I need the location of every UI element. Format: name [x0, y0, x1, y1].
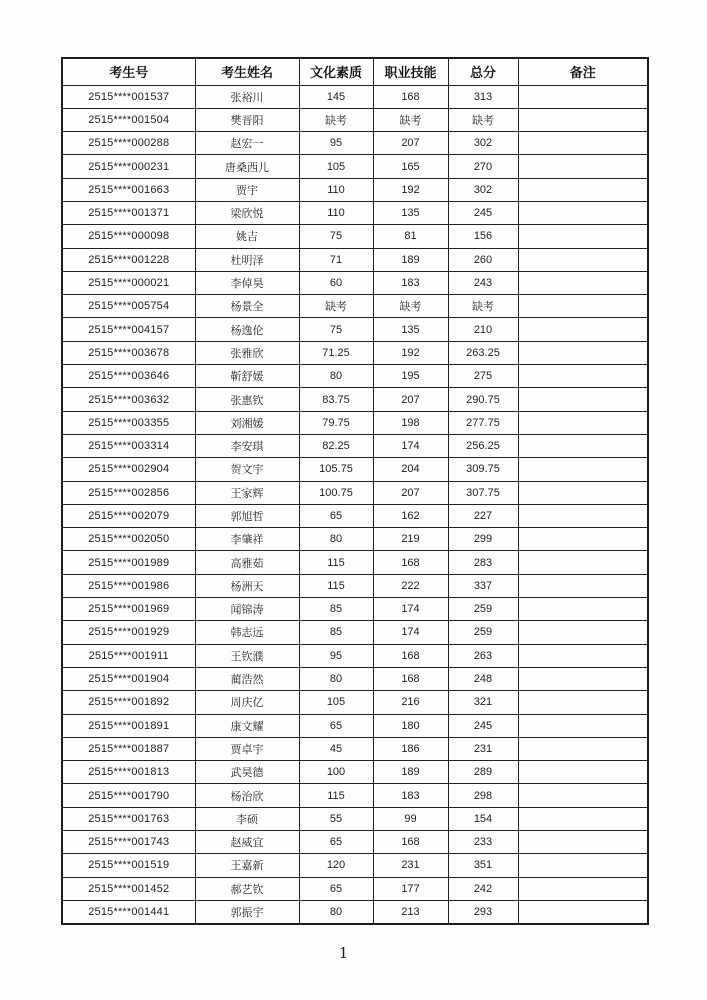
culture-score-cell: 缺考 — [299, 108, 373, 131]
total-score-cell: 299 — [448, 528, 518, 551]
total-score-cell: 290.75 — [448, 388, 518, 411]
candidate-name-cell: 郭旭哲 — [195, 504, 299, 527]
remark-cell — [518, 667, 648, 690]
remark-cell — [518, 434, 648, 457]
total-score-cell: 210 — [448, 318, 518, 341]
total-score-cell: 156 — [448, 225, 518, 248]
total-score-cell: 245 — [448, 714, 518, 737]
table-row — [62, 295, 648, 318]
candidate-name-cell: 韩志远 — [195, 621, 299, 644]
skill-score-cell: 207 — [373, 388, 448, 411]
table-row — [62, 807, 648, 830]
remark-cell — [518, 271, 648, 294]
table-row — [62, 691, 648, 714]
culture-score-cell: 65 — [299, 877, 373, 900]
table-row — [62, 714, 648, 737]
remark-cell — [518, 178, 648, 201]
candidate-id-cell: 2515****001904 — [62, 667, 195, 690]
candidate-name-cell: 周庆亿 — [195, 691, 299, 714]
candidate-name-cell: 张裕川 — [195, 85, 299, 108]
remark-cell — [518, 155, 648, 178]
candidate-id-cell: 2515****001989 — [62, 551, 195, 574]
total-score-cell: 243 — [448, 271, 518, 294]
candidate-id-cell: 2515****003314 — [62, 434, 195, 457]
table-row — [62, 365, 648, 388]
candidate-id-cell: 2515****002856 — [62, 481, 195, 504]
candidate-name-cell: 李肇祥 — [195, 528, 299, 551]
candidate-id-cell: 2515****001911 — [62, 644, 195, 667]
candidate-name-cell: 杨洲天 — [195, 574, 299, 597]
remark-cell — [518, 225, 648, 248]
skill-score-cell: 168 — [373, 85, 448, 108]
total-score-cell: 259 — [448, 598, 518, 621]
remark-cell — [518, 807, 648, 830]
skill-score-cell: 216 — [373, 691, 448, 714]
table-row — [62, 528, 648, 551]
table-row — [62, 551, 648, 574]
table-row — [62, 248, 648, 271]
remark-cell — [518, 900, 648, 923]
candidate-name-cell: 王嘉新 — [195, 854, 299, 877]
skill-score-cell: 189 — [373, 248, 448, 271]
remark-cell — [518, 341, 648, 364]
col-header-candidate-name: 考生姓名 — [195, 58, 299, 85]
candidate-id-cell: 2515****000098 — [62, 225, 195, 248]
culture-score-cell: 65 — [299, 714, 373, 737]
col-header-remarks: 备注 — [518, 58, 648, 85]
culture-score-cell: 110 — [299, 178, 373, 201]
total-score-cell: 275 — [448, 365, 518, 388]
remark-cell — [518, 295, 648, 318]
candidate-name-cell: 杨逸伦 — [195, 318, 299, 341]
total-score-cell: 248 — [448, 667, 518, 690]
candidate-id-cell: 2515****001537 — [62, 85, 195, 108]
skill-score-cell: 165 — [373, 155, 448, 178]
total-score-cell: 263.25 — [448, 341, 518, 364]
table-row — [62, 341, 648, 364]
candidate-id-cell: 2515****001892 — [62, 691, 195, 714]
culture-score-cell: 83.75 — [299, 388, 373, 411]
remark-cell — [518, 574, 648, 597]
table-row — [62, 900, 648, 923]
candidate-name-cell: 李倬昊 — [195, 271, 299, 294]
table-row — [62, 271, 648, 294]
candidate-id-cell: 2515****005754 — [62, 295, 195, 318]
candidate-name-cell: 赵宏一 — [195, 132, 299, 155]
skill-score-cell: 186 — [373, 737, 448, 760]
total-score-cell: 245 — [448, 201, 518, 224]
candidate-name-cell: 靳舒媛 — [195, 365, 299, 388]
remark-cell — [518, 528, 648, 551]
candidate-id-cell: 2515****000288 — [62, 132, 195, 155]
table-row — [62, 318, 648, 341]
table-row — [62, 481, 648, 504]
candidate-name-cell: 王钦濮 — [195, 644, 299, 667]
candidate-name-cell: 张雅欣 — [195, 341, 299, 364]
candidate-name-cell: 杜明泽 — [195, 248, 299, 271]
skill-score-cell: 135 — [373, 318, 448, 341]
candidate-id-cell: 2515****001891 — [62, 714, 195, 737]
total-score-cell: 263 — [448, 644, 518, 667]
culture-score-cell: 105 — [299, 155, 373, 178]
culture-score-cell: 85 — [299, 621, 373, 644]
culture-score-cell: 105.75 — [299, 458, 373, 481]
culture-score-cell: 115 — [299, 784, 373, 807]
skill-score-cell: 168 — [373, 644, 448, 667]
culture-score-cell: 105 — [299, 691, 373, 714]
table-body — [62, 85, 648, 924]
candidate-name-cell: 杨景全 — [195, 295, 299, 318]
culture-score-cell: 60 — [299, 271, 373, 294]
table-row — [62, 434, 648, 457]
col-header-skill-score: 职业技能 — [373, 58, 448, 85]
skill-score-cell: 177 — [373, 877, 448, 900]
table-row — [62, 201, 648, 224]
culture-score-cell: 145 — [299, 85, 373, 108]
table-row — [62, 854, 648, 877]
culture-score-cell: 100.75 — [299, 481, 373, 504]
skill-score-cell: 缺考 — [373, 295, 448, 318]
remark-cell — [518, 318, 648, 341]
total-score-cell: 351 — [448, 854, 518, 877]
total-score-cell: 289 — [448, 761, 518, 784]
culture-score-cell: 80 — [299, 900, 373, 923]
culture-score-cell: 79.75 — [299, 411, 373, 434]
candidate-id-cell: 2515****004157 — [62, 318, 195, 341]
candidate-name-cell: 李安琪 — [195, 434, 299, 457]
total-score-cell: 277.75 — [448, 411, 518, 434]
skill-score-cell: 213 — [373, 900, 448, 923]
candidate-id-cell: 2515****000231 — [62, 155, 195, 178]
candidate-id-cell: 2515****001504 — [62, 108, 195, 131]
culture-score-cell: 95 — [299, 644, 373, 667]
candidate-name-cell: 贾卓宇 — [195, 737, 299, 760]
table-row — [62, 877, 648, 900]
skill-score-cell: 168 — [373, 551, 448, 574]
table-row — [62, 784, 648, 807]
total-score-cell: 321 — [448, 691, 518, 714]
remark-cell — [518, 737, 648, 760]
total-score-cell: 302 — [448, 132, 518, 155]
culture-score-cell: 115 — [299, 574, 373, 597]
table-row — [62, 132, 648, 155]
candidate-id-cell: 2515****002079 — [62, 504, 195, 527]
culture-score-cell: 55 — [299, 807, 373, 830]
candidate-name-cell: 王家辉 — [195, 481, 299, 504]
remark-cell — [518, 761, 648, 784]
skill-score-cell: 168 — [373, 831, 448, 854]
table-row — [62, 598, 648, 621]
remark-cell — [518, 132, 648, 155]
total-score-cell: 缺考 — [448, 108, 518, 131]
skill-score-cell: 207 — [373, 132, 448, 155]
total-score-cell: 270 — [448, 155, 518, 178]
total-score-cell: 313 — [448, 85, 518, 108]
candidate-id-cell: 2515****001519 — [62, 854, 195, 877]
skill-score-cell: 缺考 — [373, 108, 448, 131]
candidate-name-cell: 张惠钦 — [195, 388, 299, 411]
candidate-id-cell: 2515****001371 — [62, 201, 195, 224]
culture-score-cell: 45 — [299, 737, 373, 760]
page-number: 1 — [338, 944, 349, 962]
table-row — [62, 504, 648, 527]
skill-score-cell: 192 — [373, 341, 448, 364]
candidate-name-cell: 郭振宇 — [195, 900, 299, 923]
remark-cell — [518, 458, 648, 481]
total-score-cell: 242 — [448, 877, 518, 900]
remark-cell — [518, 248, 648, 271]
total-score-cell: 227 — [448, 504, 518, 527]
remark-cell — [518, 831, 648, 854]
candidate-id-cell: 2515****001452 — [62, 877, 195, 900]
candidate-name-cell: 贺文宇 — [195, 458, 299, 481]
candidate-name-cell: 闻锦涛 — [195, 598, 299, 621]
candidate-name-cell: 唐桑西儿 — [195, 155, 299, 178]
candidate-id-cell: 2515****003632 — [62, 388, 195, 411]
skill-score-cell: 162 — [373, 504, 448, 527]
remark-cell — [518, 714, 648, 737]
skill-score-cell: 174 — [373, 621, 448, 644]
table-row — [62, 831, 648, 854]
total-score-cell: 283 — [448, 551, 518, 574]
remark-cell — [518, 481, 648, 504]
candidate-name-cell: 高雅茹 — [195, 551, 299, 574]
table-row — [62, 411, 648, 434]
total-score-cell: 缺考 — [448, 295, 518, 318]
table-row — [62, 644, 648, 667]
total-score-cell: 154 — [448, 807, 518, 830]
remark-cell — [518, 551, 648, 574]
candidate-id-cell: 2515****001986 — [62, 574, 195, 597]
col-header-total-score: 总分 — [448, 58, 518, 85]
candidate-name-cell: 康文耀 — [195, 714, 299, 737]
candidate-id-cell: 2515****001743 — [62, 831, 195, 854]
candidate-id-cell: 2515****001969 — [62, 598, 195, 621]
candidate-id-cell: 2515****003678 — [62, 341, 195, 364]
remark-cell — [518, 877, 648, 900]
remark-cell — [518, 85, 648, 108]
total-score-cell: 293 — [448, 900, 518, 923]
candidate-id-cell: 2515****000021 — [62, 271, 195, 294]
candidate-name-cell: 樊晋阳 — [195, 108, 299, 131]
score-table — [61, 57, 649, 925]
skill-score-cell: 231 — [373, 854, 448, 877]
culture-score-cell: 75 — [299, 318, 373, 341]
table-row — [62, 574, 648, 597]
skill-score-cell: 183 — [373, 784, 448, 807]
candidate-id-cell: 2515****001228 — [62, 248, 195, 271]
candidate-id-cell: 2515****001887 — [62, 737, 195, 760]
culture-score-cell: 65 — [299, 504, 373, 527]
candidate-id-cell: 2515****002050 — [62, 528, 195, 551]
candidate-id-cell: 2515****003355 — [62, 411, 195, 434]
header-row — [62, 58, 648, 85]
candidate-id-cell: 2515****002904 — [62, 458, 195, 481]
candidate-name-cell: 郝艺钦 — [195, 877, 299, 900]
table-row — [62, 225, 648, 248]
col-header-culture-score: 文化素质 — [299, 58, 373, 85]
culture-score-cell: 95 — [299, 132, 373, 155]
total-score-cell: 309.75 — [448, 458, 518, 481]
skill-score-cell: 135 — [373, 201, 448, 224]
culture-score-cell: 75 — [299, 225, 373, 248]
table-row — [62, 108, 648, 131]
remark-cell — [518, 201, 648, 224]
total-score-cell: 337 — [448, 574, 518, 597]
skill-score-cell: 222 — [373, 574, 448, 597]
culture-score-cell: 110 — [299, 201, 373, 224]
table-row — [62, 388, 648, 411]
remark-cell — [518, 411, 648, 434]
skill-score-cell: 204 — [373, 458, 448, 481]
table-row — [62, 155, 648, 178]
candidate-id-cell: 2515****001663 — [62, 178, 195, 201]
table-row — [62, 85, 648, 108]
total-score-cell: 298 — [448, 784, 518, 807]
candidate-name-cell: 蔺浩然 — [195, 667, 299, 690]
candidate-id-cell: 2515****001813 — [62, 761, 195, 784]
skill-score-cell: 81 — [373, 225, 448, 248]
candidate-id-cell: 2515****001441 — [62, 900, 195, 923]
col-header-candidate-id: 考生号 — [62, 58, 195, 85]
total-score-cell: 307.75 — [448, 481, 518, 504]
table-row — [62, 667, 648, 690]
remark-cell — [518, 644, 648, 667]
skill-score-cell: 195 — [373, 365, 448, 388]
total-score-cell: 260 — [448, 248, 518, 271]
candidate-name-cell: 武昊德 — [195, 761, 299, 784]
culture-score-cell: 85 — [299, 598, 373, 621]
culture-score-cell: 100 — [299, 761, 373, 784]
skill-score-cell: 180 — [373, 714, 448, 737]
remark-cell — [518, 854, 648, 877]
culture-score-cell: 115 — [299, 551, 373, 574]
candidate-name-cell: 杨治欣 — [195, 784, 299, 807]
table-row — [62, 178, 648, 201]
candidate-name-cell: 贾宇 — [195, 178, 299, 201]
candidate-name-cell: 梁欣悦 — [195, 201, 299, 224]
candidate-id-cell: 2515****001790 — [62, 784, 195, 807]
skill-score-cell: 219 — [373, 528, 448, 551]
candidate-name-cell: 赵威宜 — [195, 831, 299, 854]
culture-score-cell: 80 — [299, 667, 373, 690]
remark-cell — [518, 504, 648, 527]
remark-cell — [518, 388, 648, 411]
remark-cell — [518, 784, 648, 807]
remark-cell — [518, 691, 648, 714]
skill-score-cell: 174 — [373, 434, 448, 457]
table-header — [62, 58, 648, 85]
skill-score-cell: 189 — [373, 761, 448, 784]
culture-score-cell: 71 — [299, 248, 373, 271]
table-row — [62, 737, 648, 760]
remark-cell — [518, 365, 648, 388]
table-row — [62, 761, 648, 784]
skill-score-cell: 207 — [373, 481, 448, 504]
table-row — [62, 621, 648, 644]
total-score-cell: 302 — [448, 178, 518, 201]
remark-cell — [518, 598, 648, 621]
culture-score-cell: 120 — [299, 854, 373, 877]
culture-score-cell: 缺考 — [299, 295, 373, 318]
skill-score-cell: 192 — [373, 178, 448, 201]
culture-score-cell: 71.25 — [299, 341, 373, 364]
candidate-id-cell: 2515****001929 — [62, 621, 195, 644]
candidate-name-cell: 李硕 — [195, 807, 299, 830]
skill-score-cell: 168 — [373, 667, 448, 690]
culture-score-cell: 80 — [299, 528, 373, 551]
total-score-cell: 256.25 — [448, 434, 518, 457]
skill-score-cell: 99 — [373, 807, 448, 830]
table-row — [62, 458, 648, 481]
skill-score-cell: 174 — [373, 598, 448, 621]
candidate-id-cell: 2515****003646 — [62, 365, 195, 388]
candidate-name-cell: 姚吉 — [195, 225, 299, 248]
total-score-cell: 233 — [448, 831, 518, 854]
candidate-id-cell: 2515****001763 — [62, 807, 195, 830]
remark-cell — [518, 621, 648, 644]
skill-score-cell: 198 — [373, 411, 448, 434]
skill-score-cell: 183 — [373, 271, 448, 294]
candidate-name-cell: 刘湘媛 — [195, 411, 299, 434]
total-score-cell: 259 — [448, 621, 518, 644]
culture-score-cell: 65 — [299, 831, 373, 854]
culture-score-cell: 82.25 — [299, 434, 373, 457]
culture-score-cell: 80 — [299, 365, 373, 388]
remark-cell — [518, 108, 648, 131]
total-score-cell: 231 — [448, 737, 518, 760]
